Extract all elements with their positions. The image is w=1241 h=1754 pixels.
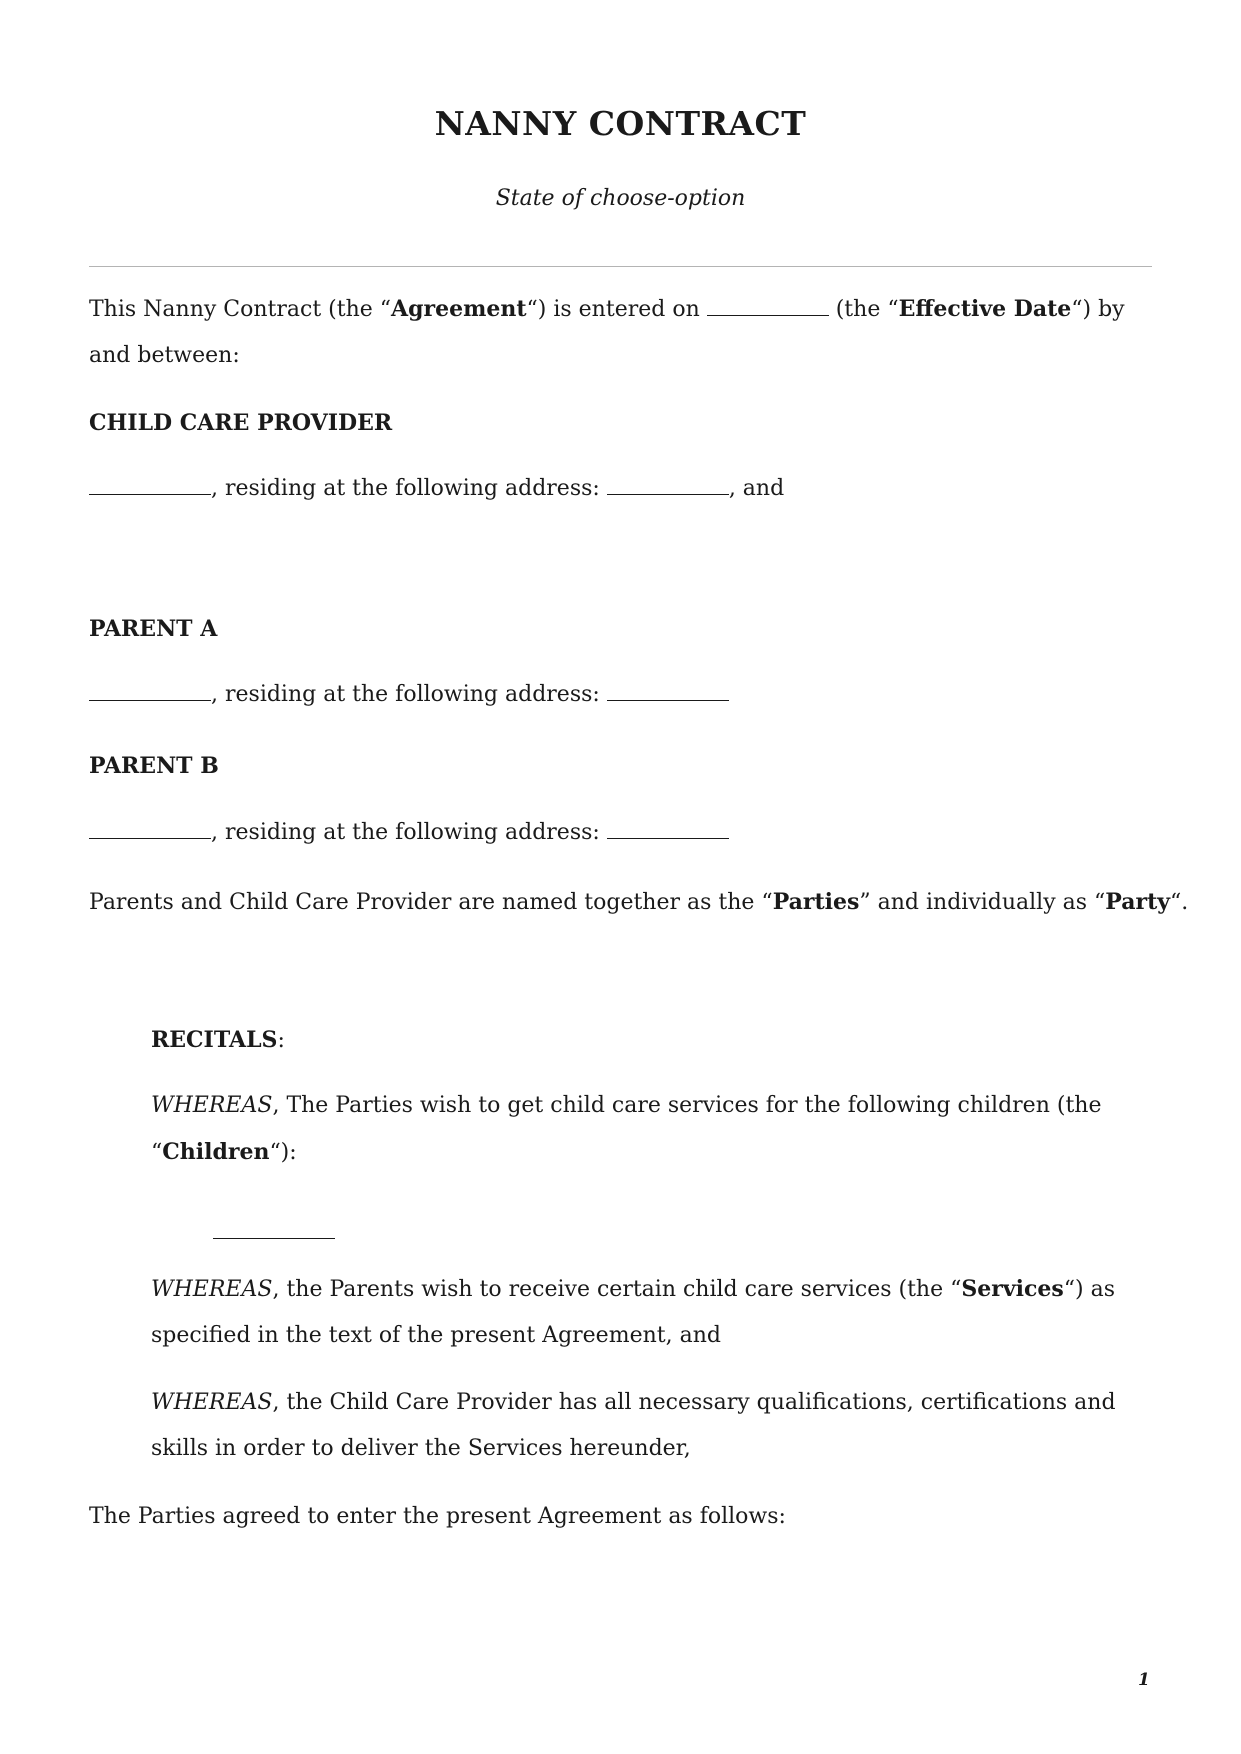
- recital-1-end: “):: [269, 1140, 297, 1165]
- provider-line: [89, 466, 784, 512]
- parent-a-heading: PARENT A: [89, 616, 218, 642]
- children-names-line: [213, 1218, 335, 1243]
- parties-text: “.: [1170, 890, 1189, 915]
- parent-a-name-blank[interactable]: [89, 680, 211, 701]
- parties-text: Parents and Child Care Provider are named together as the “: [89, 890, 773, 915]
- recital-3: [151, 1380, 1161, 1472]
- intro-text: This Nanny Contract (the “: [89, 297, 392, 322]
- intro-paragraph: [89, 286, 1159, 379]
- parent-b-name-blank[interactable]: [89, 818, 211, 839]
- provider-line-end: , and: [728, 476, 785, 501]
- parent-a-line: [89, 672, 729, 718]
- parent-b-line: [89, 810, 729, 856]
- whereas-label: WHEREAS: [151, 1093, 273, 1118]
- parties-term: Parties: [772, 889, 860, 915]
- parties-text: ” and individually as “: [859, 890, 1106, 915]
- whereas-label: WHEREAS: [151, 1390, 273, 1415]
- parties-paragraph: [89, 879, 1188, 926]
- recitals-heading: [151, 1027, 285, 1053]
- recital-2: [151, 1266, 1161, 1359]
- recital-1-text: , The Parties wish to get child care services for the following children (the “: [151, 1093, 1102, 1165]
- parent-b-address-blank[interactable]: [607, 818, 729, 839]
- provider-name-blank[interactable]: [89, 474, 211, 495]
- provider-address-blank[interactable]: [607, 474, 729, 495]
- closing-paragraph: The Parties agreed to enter the present Agreement as follows:: [89, 1504, 786, 1529]
- children-term: Children: [162, 1139, 270, 1165]
- document-subtitle: State of choose-option: [495, 186, 746, 211]
- provider-line-text: , residing at the following address:: [211, 476, 607, 501]
- recital-2-text: , the Parents wish to receive certain child care services (the “: [272, 1277, 962, 1302]
- effective-date-term: Effective Date: [898, 296, 1072, 322]
- document-title: NANNY CONTRACT: [434, 104, 807, 143]
- whereas-label: WHEREAS: [151, 1277, 273, 1302]
- intro-text: (the “: [828, 297, 899, 322]
- agreement-term: Agreement: [391, 296, 527, 322]
- parent-b-heading: PARENT B: [89, 753, 219, 779]
- recital-2-end: “) as specified in the text of the present Agreement, and: [151, 1277, 1116, 1348]
- parent-b-line-text: , residing at the following address:: [211, 820, 607, 845]
- services-term: Services: [961, 1276, 1064, 1302]
- provider-heading: CHILD CARE PROVIDER: [89, 410, 393, 436]
- intro-text: “) by and between:: [89, 297, 1125, 368]
- header-divider: [89, 266, 1152, 267]
- page-number: 1: [1138, 1670, 1150, 1690]
- effective-date-blank[interactable]: [707, 295, 829, 316]
- recital-3-text: , the Child Care Provider has all necessary qualifications, certifications and skills in order to deliver the Services hereunder,: [151, 1390, 1116, 1461]
- children-names-blank[interactable]: [213, 1218, 335, 1239]
- parent-a-line-text: , residing at the following address:: [211, 682, 607, 707]
- recital-1: [151, 1083, 1161, 1176]
- recitals-heading-suffix: :: [277, 1028, 285, 1053]
- recitals-heading-label: RECITALS: [151, 1027, 278, 1053]
- party-term: Party: [1105, 889, 1171, 915]
- parent-a-address-blank[interactable]: [607, 680, 729, 701]
- intro-text: “) is entered on: [526, 297, 707, 322]
